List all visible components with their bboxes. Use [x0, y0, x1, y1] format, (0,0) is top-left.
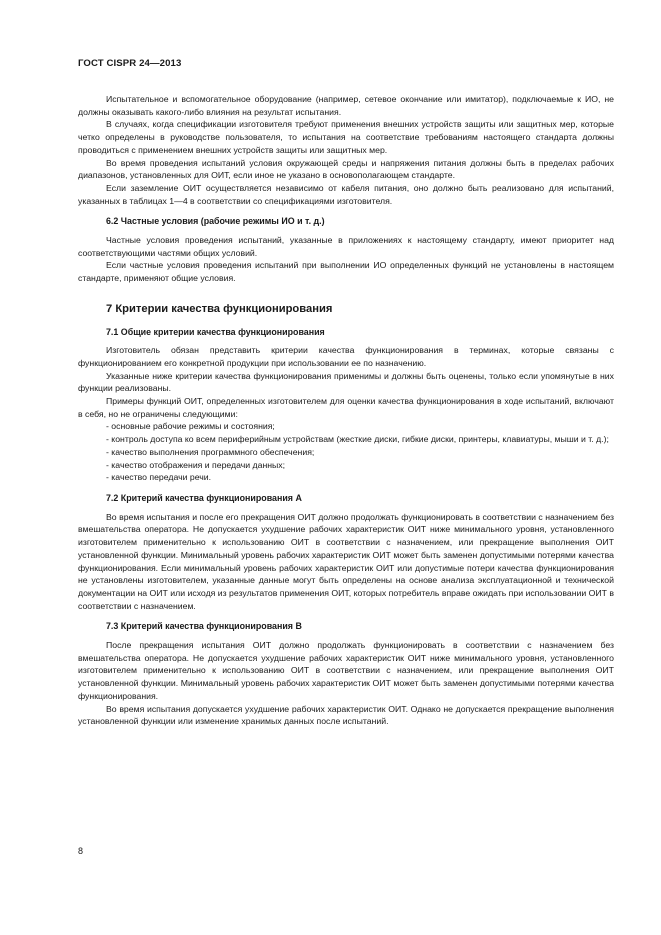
section-6-2-heading: 6.2 Частные условия (рабочие режимы ИО и т. д.) [106, 216, 325, 227]
paragraph: Испытательное и вспомогательное оборудование (например, сетевое окончание или имитатор), подключаемые к ИО, не должны оказывать какого-либо влияния на результат испытания. [78, 94, 614, 117]
document-body [78, 93, 614, 728]
section-7-2-heading: 7.2 Критерий качества функционирования А [106, 492, 302, 503]
paragraph: После прекращения испытания ОИТ должно продолжать функционировать в соответствии с назначением без вмешательства оператора. Не допускается ухудшение рабочих характеристик ОИТ ниже минимального уровня, установленного изготовителем применительно к использованию ОИТ в соответствии с назначением, или прекращение выполнения ОИТ установленной функции. Минимальный уровень рабочих характеристик ОИТ может быть заменен допустимыми потерями качества функционирования. [78, 640, 614, 701]
paragraph: Если частные условия проведения испытаний при выполнении ИО определенных функций не установлены в настоящем стандарте, применяют общие условия. [78, 260, 614, 284]
paragraph: Во время испытания допускается ухудшение рабочих характеристик ОИТ. Однако не допускается прекращение выполнения установленной функции или изменение хранимых данных после испытаний. [78, 703, 614, 727]
paragraph: Указанные ниже критерии качества функционирования применимы и должны быть оценены, только если упомянутые в них функции реализованы. [78, 370, 614, 394]
paragraph: Частные условия проведения испытаний, указанные в приложениях к настоящему стандарту, имеют приоритет над соответствующими частями общих условий. [78, 235, 614, 258]
paragraph: В случаях, когда спецификации изготовителя требуют применения внешних устройств защиты или защитных мер, которые четко определены в руководстве пользователя, то испытания на соответствие требованиям настоящего стандарта должны проводиться с применением внешних устройств защиты или защитных мер. [78, 119, 614, 155]
paragraph: Во время испытания и после его прекращения ОИТ должно продолжать функционировать в соответствии с назначением без вмешательства оператора. Не допускается ухудшение рабочих характеристик ОИТ ниже минимального уровня, установленного изготовителем применительно к использованию ОИТ в соответствии с назначением, или прекращение выполнения ОИТ установленной функции. Минимальный уровень рабочих характеристик ОИТ может быть заменен допустимыми потерями качества функционирования. Если минимальный уровень рабочих характеристик ОИТ или допустимые потери качества функционирования не установлены изготовителем, указанные данные могут быть определены на основе анализа эксплуатационной и технической документации на ОИТ или исходя из результатов применения ОИТ, которых потребитель вправе ожидать при использовании ОИТ в соответствии с назначением. [78, 511, 614, 611]
document-header: ГОСТ CISPR 24—2013 [78, 58, 182, 69]
section-7-1-heading: 7.1 Общие критерии качества функционирования [106, 326, 325, 337]
page-number: 8 [78, 846, 84, 856]
section-7-3-heading: 7.3 Критерий качества функционирования В [106, 621, 302, 632]
paragraph: Во время проведения испытаний условия окружающей среды и напряжения питания должны быть в пределах рабочих диапазонов, установленных для ОИТ, если иное не указано в основополагающем стандарте. [78, 157, 614, 181]
paragraph: Примеры функций ОИТ, определенных изготовителем для оценки качества функционирования в ходе испытаний, включают в себя, но не ограничены следующими: [78, 396, 614, 419]
paragraph: Если заземление ОИТ осуществляется независимо от кабеля питания, оно должно быть реализовано для испытаний, указанных в таблицах 1—4 в соответствии со спецификациями изготовителя. [78, 182, 614, 206]
list-item: - контроль доступа ко всем периферийным устройствам (жесткие диски, гибкие диски, принтеры, клавиатуры, мыши и т. д.); [106, 434, 609, 445]
list-item: - качество выполнения программного обеспечения; [106, 446, 315, 457]
list-item: - качество передачи речи. [106, 472, 212, 483]
list-item: - основные рабочие режимы и состояния; [106, 421, 275, 432]
section-7-heading: 7 Критерии качества функционирования [106, 302, 333, 315]
paragraph: Изготовитель обязан представить критерии качества функционирования в терминах, которые связаны с функционированием его конкретной продукции при использовании ее по назначению. [78, 345, 614, 368]
list-item: - качество отображения и передачи данных; [106, 459, 286, 470]
